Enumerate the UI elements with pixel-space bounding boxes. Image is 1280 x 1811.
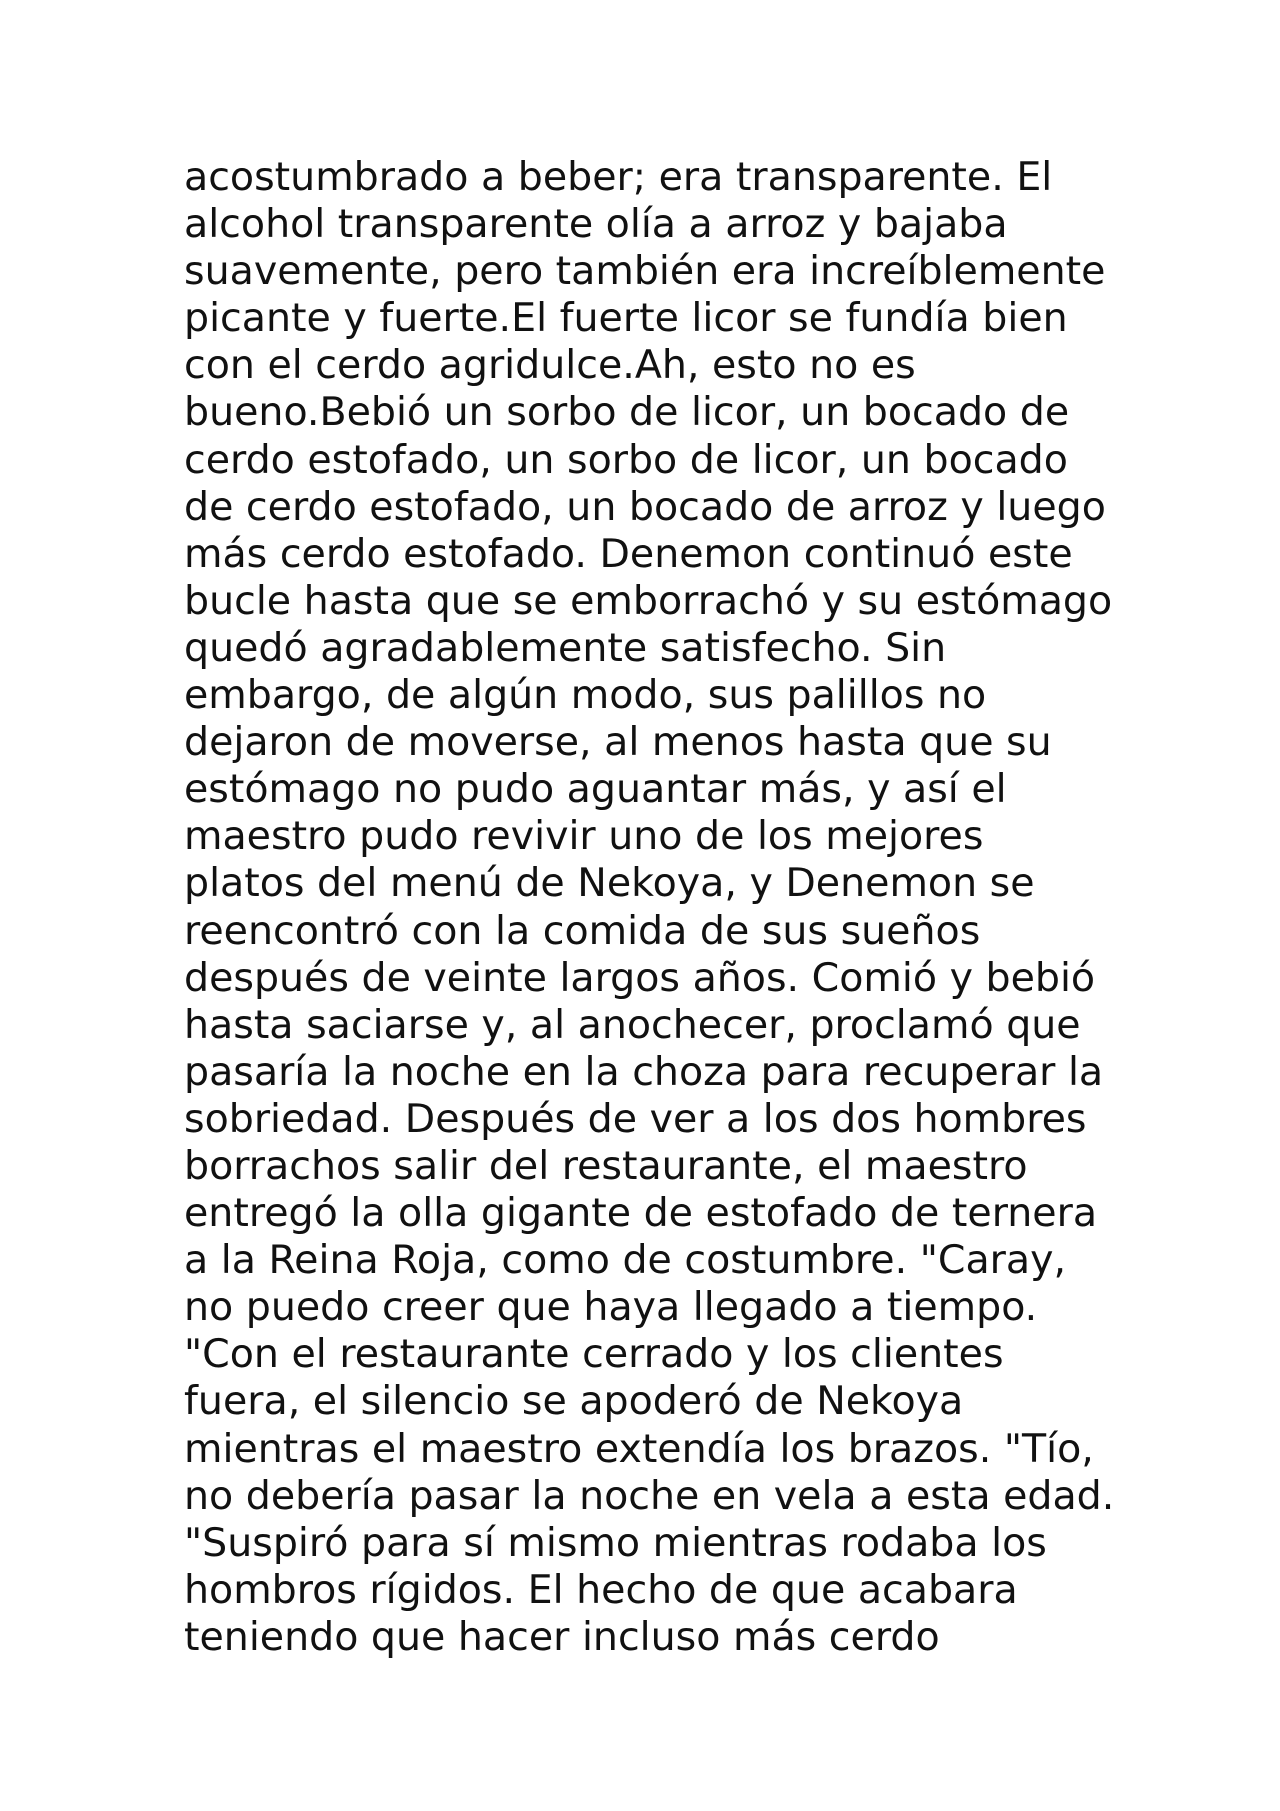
text-line-7: cerdo estofado, un sorbo de licor, un bocado [184, 436, 1068, 483]
text-line-1: acostumbrado a beber; era transparente. El [184, 154, 1053, 200]
text-line-24: a la Reina Roja, como de costumbre. "Caray, [184, 1237, 1067, 1284]
text-line-31: hombros rígidos. El hecho de que acabara [184, 1566, 1018, 1613]
text-line-23: entregó la olla gigante de estofado de ternera [184, 1190, 1098, 1237]
text-line-27: fuera, el silencio se apoderó de Nekoya [184, 1378, 964, 1425]
text-line-9: más cerdo estofado. Denemon continuó este [184, 530, 1073, 577]
body-text [184, 154, 1144, 1661]
text-line-8: de cerdo estofado, un bocado de arroz y luego [184, 483, 1106, 530]
text-line-15: maestro pudo revivir uno de los mejores [184, 813, 984, 860]
text-line-21: sobriedad. Después de ver a los dos hombres [184, 1095, 1087, 1142]
text-line-5: con el cerdo agridulce.Ah, esto no es [184, 342, 916, 389]
text-line-16: platos del menú de Nekoya, y Denemon se [184, 860, 1035, 907]
text-line-3: suavemente, pero también era increíblemente [184, 248, 1106, 295]
text-line-29: no debería pasar la noche en vela a esta edad. [184, 1472, 1115, 1519]
text-line-32: teniendo que hacer incluso más cerdo [184, 1613, 940, 1660]
text-line-12: embargo, de algún modo, sus palillos no [184, 672, 987, 719]
text-line-11: quedó agradablemente satisfecho. Sin [184, 624, 947, 671]
text-line-26: "Con el restaurante cerrado y los clientes [184, 1331, 1004, 1378]
text-line-14: estómago no pudo aguantar más, y así el [184, 766, 1007, 813]
text-line-28: mientras el maestro extendía los brazos. "Tío, [184, 1425, 1094, 1472]
text-line-22: borrachos salir del restaurante, el maestro [184, 1142, 1028, 1189]
text-line-30: "Suspiró para sí mismo mientras rodaba los [184, 1519, 1047, 1566]
text-line-18: después de veinte largos años. Comió y bebió [184, 954, 1096, 1001]
text-line-2: alcohol transparente olía a arroz y bajaba [184, 201, 1008, 248]
text-line-4: picante y fuerte.El fuerte licor se fundía bien [184, 295, 1068, 342]
text-line-19: hasta saciarse y, al anochecer, proclamó que [184, 1001, 1081, 1048]
text-line-10: bucle hasta que se emborrachó y su estómago [184, 577, 1113, 624]
text-line-20: pasaría la noche en la choza para recuperar la [184, 1048, 1104, 1095]
text-line-17: reencontró con la comida de sus sueños [184, 907, 981, 954]
text-line-13: dejaron de moverse, al menos hasta que su [184, 719, 1052, 766]
text-line-6: bueno.Bebió un sorbo de licor, un bocado de [184, 389, 1070, 436]
text-line-25: no puedo creer que haya llegado a tiempo. [184, 1284, 1038, 1331]
